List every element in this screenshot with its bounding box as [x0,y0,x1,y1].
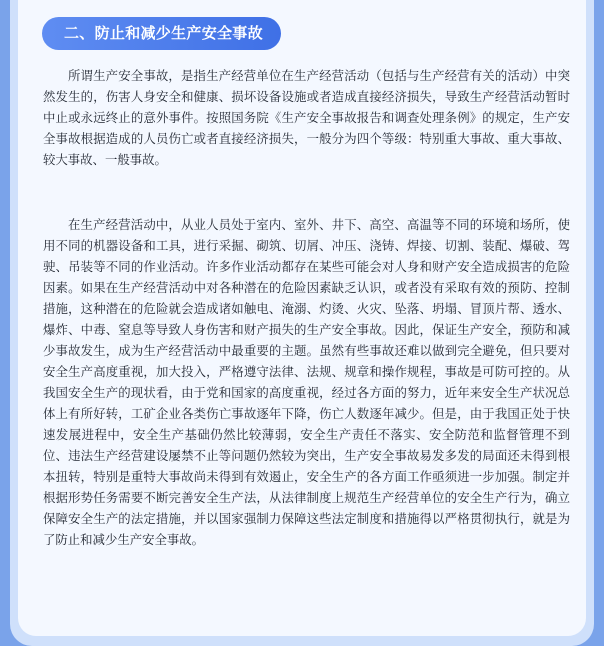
paragraph-prevention: 在生产经营活动中，从业人员处于室内、室外、井下、高空、高温等不同的环境和场所，使用不同的机器设备和工具，进行采掘、砌筑、切屑、冲压、浇铸、焊接、切割、装配、爆破、驾驶、吊装等不同的作业活动。许多作业活动都存在某些可能会对人身和财产安全造成损害的危险因素。如果在生产经营活动中对各种潜在的危险因素缺乏认识，或者没有采取有效的预防、控制措施，这种潜在的危险就会造成诸如触电、淹溺、灼烫、火灾、坠落、坍塌、冒顶片帮、透水、爆炸、中毒、窒息等导致人身伤害和财产损失的生产安全事故。因此，保证生产安全，预防和减少事故发生，成为生产经营活动中最重要的主题。虽然有些事故还难以做到完全避免，但只要对安全生产高度重视，加大投入，严格遵守法律、法规、规章和操作规程，事故是可防可控的。从我国安全生产的现状看，由于党和国家的高度重视，经过各方面的努力，近年来安全生产状况总体上有所好转，工矿企业各类伤亡事故逐年下降，伤亡人数逐年减少。但是，由于我国正处于快速发展进程中，安全生产基础仍然比较薄弱，安全生产责任不落实、安全防范和监督管理不到位、违法生产经营建设屡禁不止等问题仍然较为突出，生产安全事故易发多发的局面还未得到根本扭转，特别是重特大事故尚未得到有效遏止，安全生产的各方面工作亟须进一步加强。制定并根据形势任务需要不断完善安全生产法，从法律制度上规范生产经营单位的安全生产行为，确立保障安全生产的法定措施，并以国家强制力保障这些法定制度和措施得以严格贯彻执行，就是为了防止和减少生产安全事故。 [43,217,570,547]
section-title-badge: 二、防止和减少生产安全事故 [42,17,281,50]
paragraph-definition: 所谓生产安全事故，是指生产经营单位在生产经营活动（包括与生产经营有关的活动）中突然发生的，伤害人身安全和健康、损坏设备设施或者造成直接经济损失，导致生产经营活动暂时中止或永远终止的意外事件。按照国务院《生产安全事故报告和调查处理条例》的规定，生产安全事故根据造成的人员伤亡或者直接经济损失，一般分为四个等级：特别重大事故、重大事故、较大事故、一般事故。 [43,68,570,167]
